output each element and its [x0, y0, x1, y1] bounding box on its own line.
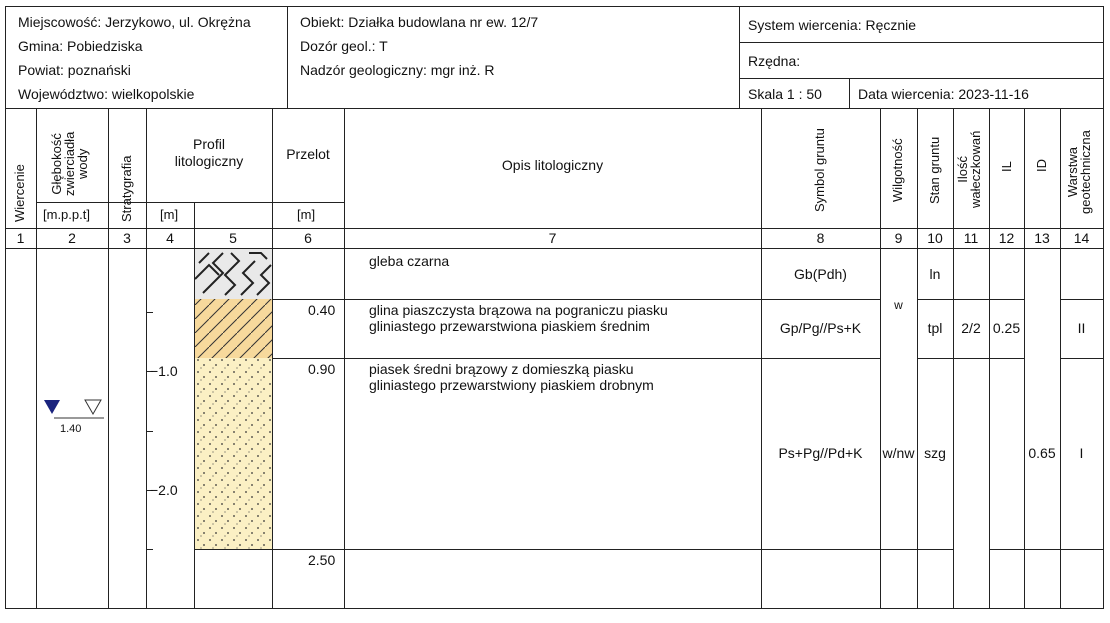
header-location: Miejscowość: Jerzykowo, ul. Okrężna: [18, 14, 251, 30]
layer-3-state: szg: [924, 445, 946, 461]
column-number-9: 9: [894, 230, 903, 246]
humus-pattern: [195, 249, 272, 299]
header-district: Powiat: poznański: [18, 62, 131, 78]
layer-2-rolls: 2/2: [961, 320, 981, 336]
header-voivodeship: Województwo: wielkopolskie: [18, 86, 195, 102]
col-water-depth-unit: [m.p.p.t]: [43, 207, 90, 222]
interval-depth-2: 0.90: [308, 361, 336, 377]
column-number-4: 4: [166, 230, 174, 246]
col-interval-unit: [m]: [297, 207, 316, 222]
col-geotech-layer-header: Warstwa geotechniczna: [1065, 130, 1093, 214]
col-profile-unit: [m]: [160, 207, 179, 222]
moisture-lower: w/nw: [882, 445, 915, 461]
col-soil-state-header: Stan gruntu: [927, 136, 942, 204]
layer-3-geotech-layer: I: [1079, 445, 1084, 461]
header-ordinate: Rzędna:: [748, 53, 801, 69]
column-number-7: 7: [548, 230, 557, 246]
column-number-12: 12: [998, 230, 1015, 246]
column-number-3: 3: [123, 230, 131, 246]
col-soil-symbol-header: Symbol gruntu: [812, 128, 827, 212]
col-profile-header: Profil litologiczny: [174, 136, 244, 169]
column-number-1: 1: [16, 230, 25, 246]
col-description-header: Opis litologiczny: [501, 157, 604, 173]
layer-2-geotech-layer: II: [1077, 320, 1086, 336]
header-object: Obiekt: Działka budowlana nr ew. 12/7: [300, 14, 539, 30]
column-number-10: 10: [927, 230, 943, 246]
clay-pattern: [195, 299, 272, 358]
depth-mark-2m: −2.0: [150, 482, 178, 498]
column-number-6: 6: [304, 230, 312, 246]
moisture-upper: w: [894, 298, 903, 312]
column-number-8: 8: [816, 230, 825, 246]
header-scale: Skala 1 : 50: [748, 86, 822, 102]
header-drilling-date: Data wiercenia: 2023-11-16: [858, 86, 1029, 102]
layer-2-symbol: Gp/Pg//Ps+K: [779, 320, 862, 336]
layer-2-state: tpl: [927, 320, 943, 336]
col-stratigraphy-header: Stratygrafia: [119, 155, 134, 222]
lithology-profile: [195, 249, 272, 549]
col-interval-header: Przelot: [286, 146, 330, 162]
layer-3-symbol: Ps+Pg//Pd+K: [778, 445, 863, 461]
header-geo-supervisor: Dozór geol.: T: [300, 38, 388, 54]
col-il-header: IL: [999, 161, 1014, 172]
layer-2-il: 0.25: [992, 320, 1021, 336]
sand-pattern: [195, 358, 272, 549]
layer-1-state: ln: [929, 266, 941, 282]
interval-depth-bottom: 2.50: [308, 552, 336, 568]
col-id-header: ID: [1034, 159, 1049, 172]
water-level-marker: [40, 398, 110, 422]
header-drilling-system: System wiercenia: Ręcznie: [748, 17, 917, 33]
column-number-5: 5: [229, 230, 237, 246]
layer-3-id: 0.65: [1028, 445, 1056, 461]
column-number-13: 13: [1034, 230, 1050, 246]
col-rolls-header: Ilość wałeczkowań: [955, 130, 983, 208]
header-geo-oversight: Nadzór geologiczny: mgr inż. R: [300, 62, 495, 78]
layer-1-description: gleba czarna: [369, 253, 450, 269]
col-water-depth-header: Głębokość zwierciadła wody: [49, 131, 90, 196]
water-level-value: 1.40: [60, 423, 82, 435]
col-moisture-header: Wilgotność: [890, 138, 905, 202]
column-number-11: 11: [963, 230, 979, 246]
depth-mark-1m: −1.0: [150, 363, 178, 379]
layer-1-symbol: Gb(Pdh): [794, 266, 847, 282]
header-commune: Gmina: Pobiedziska: [18, 38, 143, 54]
layer-3-description: piasek średni brązowy z domieszką piasku gliniastego przewarstwiony piaskiem drobnym: [369, 361, 654, 393]
layer-2-description: glina piaszczysta brązowa na pograniczu piasku gliniastego przewarstwiona piaskiem średnim: [369, 302, 668, 334]
column-number-14: 14: [1073, 230, 1090, 246]
col-drilling-header: Wiercenie: [12, 164, 27, 222]
interval-depth-1: 0.40: [308, 302, 336, 318]
column-number-2: 2: [68, 230, 76, 246]
